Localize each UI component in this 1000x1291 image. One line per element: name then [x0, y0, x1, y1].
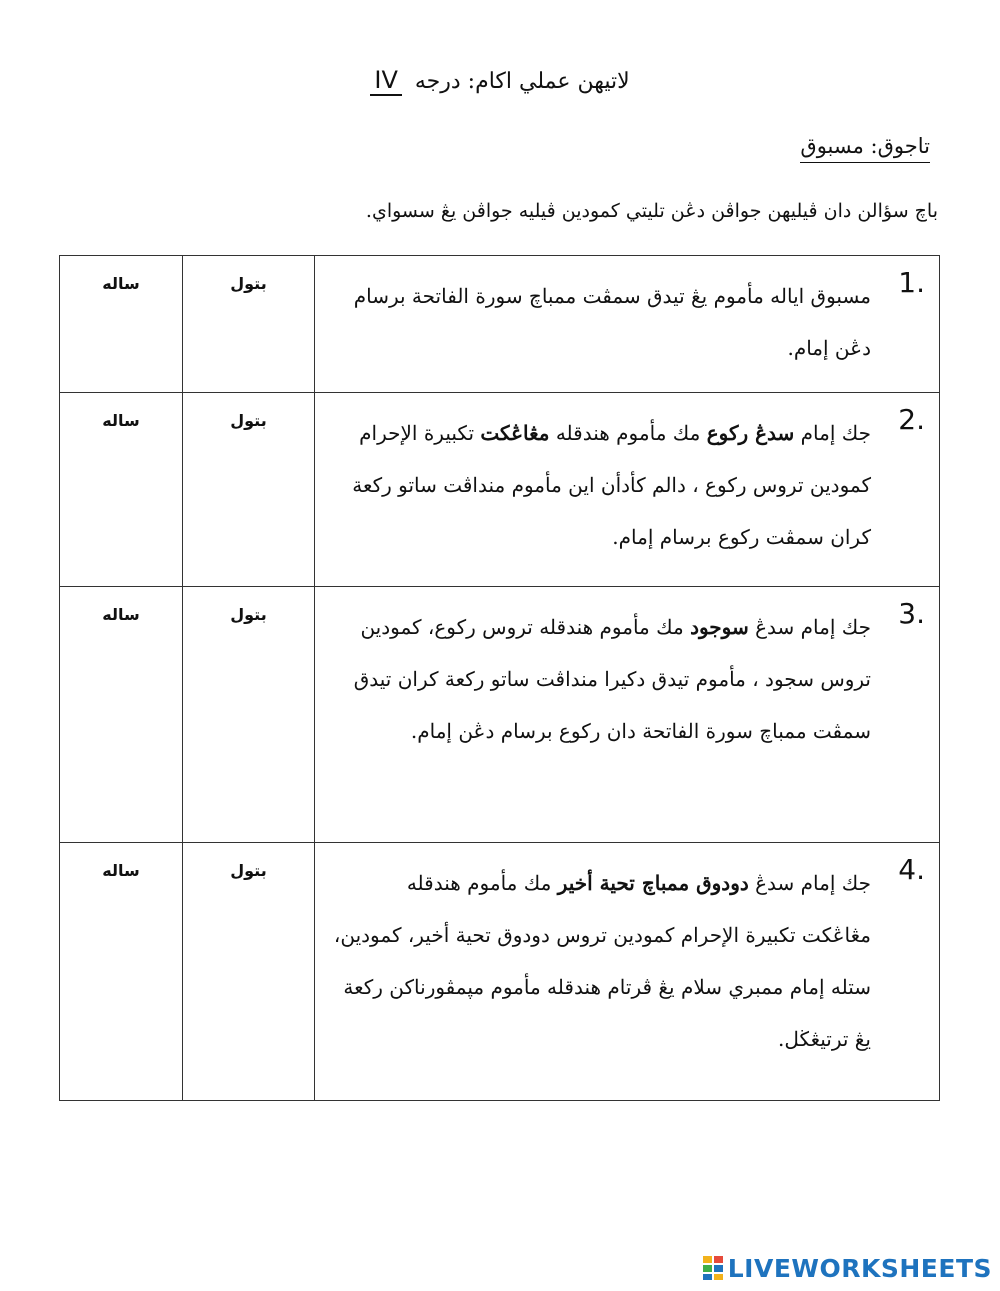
- grade-value: IV: [370, 66, 402, 96]
- logo-text-live: LIVE: [727, 1253, 792, 1283]
- question-cell-3: [315, 587, 940, 843]
- false-option-4[interactable]: ساله: [60, 843, 183, 1101]
- question-cell-4: [315, 843, 940, 1101]
- false-option-2[interactable]: ساله: [60, 393, 183, 587]
- question-text: [333, 407, 871, 563]
- instruction-text: باچ سؤالن دان ڤيليهن جواڤن دڠن تليتي كمودين ڤيليه جواڤن يڠ سسواي.: [365, 200, 938, 222]
- question-text-bold: سدڠ ركوع: [706, 421, 795, 445]
- question-number: 2.: [898, 403, 925, 436]
- question-text-part: مك مأموم هندقله تروس ركوع، كمودين تروس سجود ، مأموم تيدق دكيرا منداڤت ساتو ركعة كران تيدق سمڤت ممباچ سورة الفاتحة دان ركوع برسام دڠن إمام.: [353, 615, 871, 743]
- question-text-bold: مڠاڠكت: [480, 421, 550, 445]
- logo-text-worksheets: WORKSHEETS: [791, 1253, 992, 1283]
- question-table: [59, 255, 940, 1101]
- question-text-part: جك إمام: [800, 421, 871, 445]
- question-text-part: مسبوق اياله مأموم يڠ تيدق سمڤت ممباچ سورة الفاتحة برسام دڠن إمام.: [353, 284, 871, 360]
- true-option-2[interactable]: بتول: [183, 393, 315, 587]
- question-cell-1: [315, 256, 940, 393]
- question-text: [333, 857, 871, 1065]
- question-text-part: جك إمام سدڠ: [755, 871, 871, 895]
- question-text-part: مك مأموم هندقله مڠاڠكت تكبيرة الإحرام كمودين تروس دودوق تحية أخير، كمودين، ستله إمام ممبري سلام يڠ ڤرتام هندقله مأموم مپمڤورناكن ركعة يڠ ترتيڠڬل.: [333, 871, 871, 1051]
- question-row-3: [60, 587, 940, 843]
- question-text: [333, 601, 871, 757]
- question-row-2: [60, 393, 940, 587]
- question-row-4: [60, 843, 940, 1101]
- question-text: [333, 270, 871, 374]
- topic-heading: تاجوق: مسبوق: [800, 134, 930, 163]
- question-row-1: [60, 256, 940, 393]
- false-option-3[interactable]: ساله: [60, 587, 183, 843]
- question-text-bold: سوجود: [690, 615, 749, 639]
- question-cell-2: [315, 393, 940, 587]
- logo-blocks-icon: [702, 1255, 724, 1281]
- question-number: 4.: [898, 853, 925, 886]
- question-text-bold: دودوق ممباچ تحية أخير: [557, 871, 749, 895]
- header-title: لاتيهن عملي اكام: درجه: [414, 69, 630, 94]
- true-option-1[interactable]: بتول: [183, 256, 315, 393]
- worksheet-header: [0, 66, 1000, 96]
- liveworksheets-logo: [702, 1252, 992, 1284]
- true-option-4[interactable]: بتول: [183, 843, 315, 1101]
- question-text-part: مك مأموم هندقله: [555, 421, 701, 445]
- question-number: 1.: [898, 266, 925, 299]
- question-text-part: جك إمام سدڠ: [755, 615, 871, 639]
- false-option-1[interactable]: ساله: [60, 256, 183, 393]
- true-option-3[interactable]: بتول: [183, 587, 315, 843]
- question-number: 3.: [898, 597, 925, 630]
- question-text-part: تكبيرة الإحرام كمودين تروس ركوع ، دالم كأدأن اين مأموم منداڤت ساتو ركعة كران سمڤت ركوع برسام إمام.: [352, 421, 871, 549]
